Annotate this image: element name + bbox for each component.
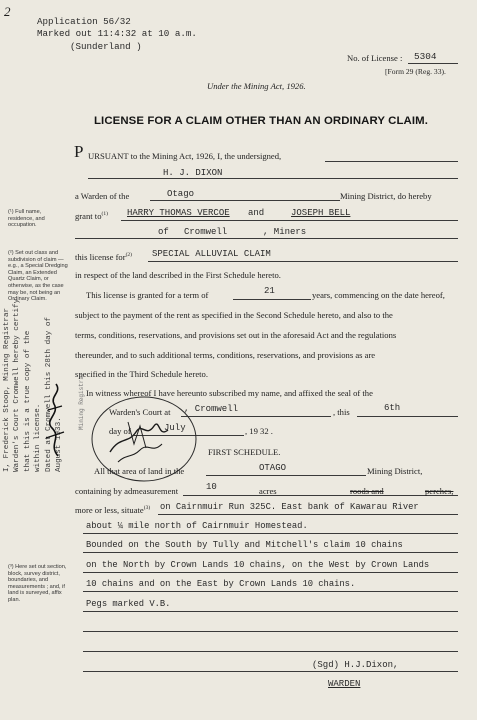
grantee-two: JOSEPH BELL [291,208,351,218]
acres-label: acres [259,486,277,496]
vertical-registrar-mark: Mining Registrar [78,372,85,430]
application-number: Application 56/32 [37,16,131,27]
respect-line: in respect of the land described in the First Schedule hereto. [75,270,281,280]
license-number-value: 5304 [414,51,437,62]
grantee-and: and [248,208,265,218]
of-label: of [158,227,169,237]
term-years-value: 21 [264,286,275,296]
description-line-2: about ¼ mile north of Cairnmuir Homestead. [86,521,308,531]
perches-label: perches, [425,486,454,496]
occupation-value: , Miners [263,227,307,237]
area-end: Mining District, [367,466,423,476]
description-line-4: on the North by Crown Lands 10 chains, on the West by Crown Lands [86,560,430,570]
term-start: This license is granted for a term of [86,290,209,300]
situate-label: more or less, situate$^{(3)}$ [75,505,151,515]
witness-line: In witness whereof I have hereunto subscribed my name, and affixed the seal of the [86,388,373,398]
pursuant-text: URSUANT to the Mining Act, 1926, I, the undersigned, [88,151,282,161]
drop-cap: P [74,142,84,161]
term-end: years, commencing on the date hereof, [312,290,445,300]
margin-note-3: (³) Here set out section, block, survey district, boundaries, and measurements ; and, if land is surveyed, affix plan. [8,564,67,603]
court-place: , Cromwell [184,404,239,414]
district-value: Otago [167,189,195,199]
containing-label: containing by admeasurement [75,486,179,496]
residence-value: Cromwell [184,227,228,237]
license-kind-value: SPECIAL ALLUVIAL CLAIM [152,249,271,259]
first-schedule-heading: FIRST SCHEDULE. [208,447,281,457]
margin-note-1: (¹) Full name, residence, and occupation. [8,209,45,229]
rent-line: subject to the payment of the rent as specified in the Second Schedule hereto, and also to the [75,310,393,320]
thereunder-line: thereunder, and to such additional terms, conditions, reservations, and provisions as are [75,350,376,360]
page-number-mark: 2 [4,4,11,19]
day-value: 6th [384,403,401,413]
description-line-1: on Cairnmuir Run 325C. East bank of Kawarau River [160,502,419,512]
warden-name: H. J. DIXON [163,168,223,178]
certification-stamp: I, Frederick Stoop, Mining Registrar Warden's Court Cromwell hereby certify that this is a true copy of the within license. Dated at Cromwell this 28th day of August 1933. [3,298,64,472]
registrar-signature-icon [40,380,70,460]
act-reference: Under the Mining Act, 1926. [207,81,306,91]
form-reference: [Form 29 (Reg. 33). [385,67,446,76]
locality-note: (Sunderland ) [70,41,142,52]
roods-label: roods and [350,486,384,496]
area-district-value: OTAGO [259,463,287,473]
area-start: All that area of land in the [94,466,185,476]
signed-title: WARDEN [328,679,361,689]
warden-of-label: a Warden of the [75,191,130,201]
description-line-6: Pegs marked V.B. [86,599,171,609]
day-of-label: day of [109,426,131,436]
grant-to-label: grant $to^{(1)}$ [75,211,108,221]
this-label: , this [333,407,350,417]
schedule-three-line: specified in the Third Schedule hereto. [75,369,209,379]
document-title: LICENSE FOR A CLAIM OTHER THAN AN ORDINARY CLAIM. [94,115,428,127]
acres-value: 10 [206,482,217,492]
district-suffix: Mining District, do hereby [340,191,432,201]
court-label: Warden's Court at [109,407,171,417]
year-value: , 19 32 . [245,426,273,436]
grantee-one: HARRY THOMAS VERCOE [127,208,230,218]
month-value: July [164,423,186,433]
marked-out-time: Marked out 11:4:32 at 10 a.m. [37,28,197,39]
signed-by: (Sgd) H.J.Dixon, [312,660,399,670]
conditions-line: terms, conditions, reservations, and provisions set out in the aforesaid Act and the regulations [75,330,397,340]
license-number-label: No. of License : [347,53,403,63]
license-for-label: this license for$^{(2)}$ [75,252,133,262]
description-line-3: Bounded on the South by Tully and Mitchell's claim 10 chains [86,540,403,550]
margin-note-2: (²) Set out class and subdivision of claim —e.g., a Special Dredging Claim, an Extended Quartz Claim, or otherwise, as the case may be, not being an Ordinary Claim. [8,250,68,303]
description-line-5: 10 chains and on the East by Crown Lands 10 chains. [86,579,356,589]
